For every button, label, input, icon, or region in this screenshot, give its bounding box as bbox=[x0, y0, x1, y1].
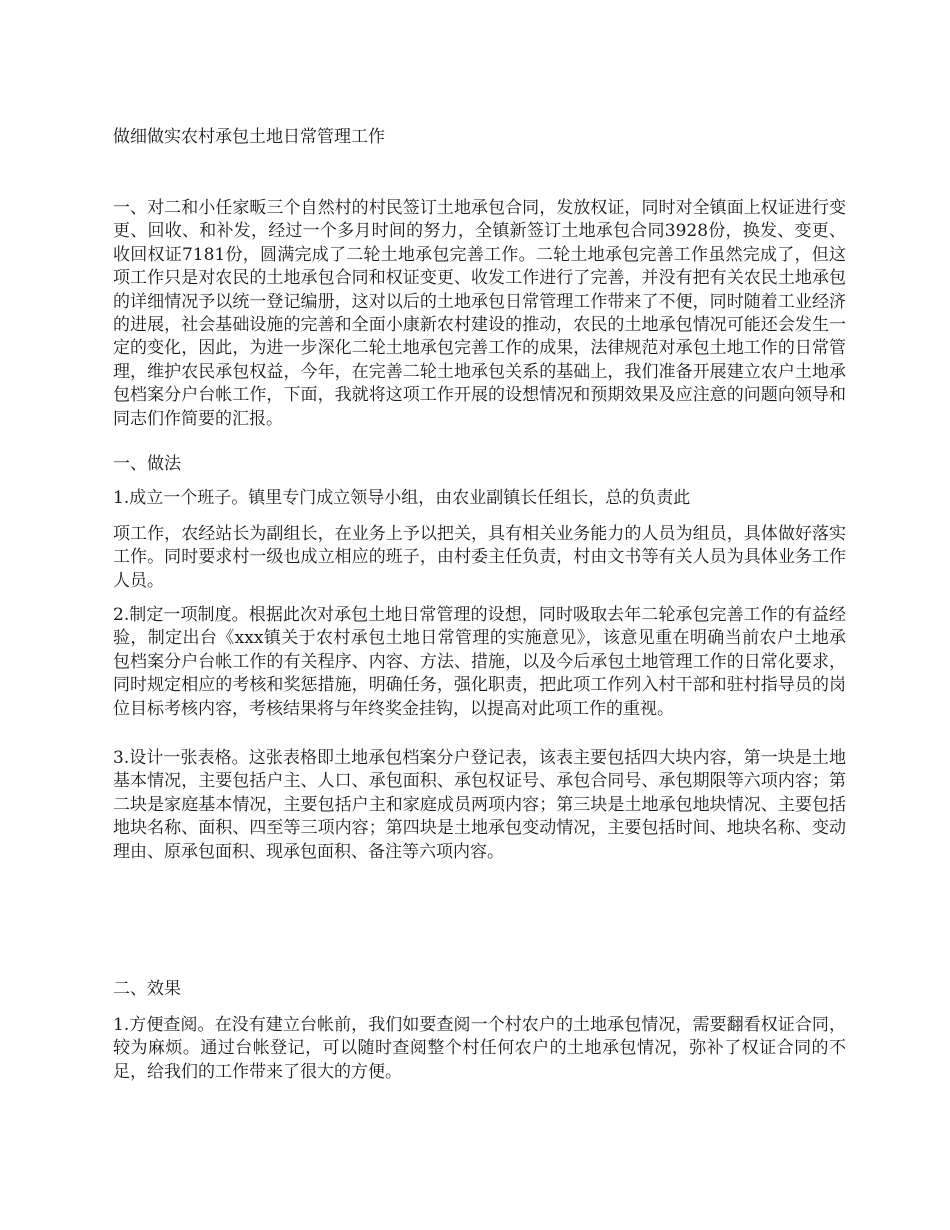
method-item-1-first-line: 1.成立一个班子。镇里专门成立领导小组，由农业副镇长任组长，总的负责此 bbox=[113, 488, 691, 508]
section-heading-methods: 一、做法 bbox=[113, 454, 181, 474]
document-title: 做细做实农村承包土地日常管理工作 bbox=[113, 127, 385, 147]
intro-paragraph: 一、对二和小任家畈三个自然村的村民签订土地承包合同，发放权证，同时对全镇面上权证进行变更、回收、和补发，经过一个多月时间的努力，全镇新签订土地承包合同3928份，换发、变更、收回权证7181份，圆满完成了二轮土地承包完善工作。二轮土地承包完善工作虽然完成了，但这项工作只是对农民的土地承包合同和权证变更、收发工作进行了完善，并没有把有关农民土地承包的详细情况予以统一登记编册，这对以后的土地承包日常管理工作带来了不便，同时随着工业经济的进展，社会基础设施的完善和全面小康新农村建设的推动，农民的土地承包情况可能还会发生一定的变化，因此，为进一步深化二轮土地承包完善工作的成果，法律规范对承包土地工作的日常管理，维护农民承包权益，今年，在完善二轮土地承包关系的基础上，我们准备开展建立农户土地承包档案分户台帐工作，下面，我就将这项工作开展的设想情况和预期效果及应注意的问题向领导和同志们作简要的汇报。 bbox=[113, 198, 846, 429]
method-item-1-continuation: 项工作，农经站长为副组长，在业务上予以把关，具有相关业务能力的人员为组员，具体做好落实工作。同时要求村一级也成立相应的班子，由村委主任负责，村由文书等有关人员为具体业务工作人员。 bbox=[113, 524, 846, 591]
effect-item-1: 1.方便查阅。在没有建立台帐前，我们如要查阅一个村农户的土地承包情况，需要翻看权证合同，较为麻烦。通过台帐登记，可以随时查阅整个村任何农户的土地承包情况，弥补了权证合同的不足，给我们的工作带来了很大的方便。 bbox=[113, 1015, 846, 1082]
method-item-2: 2.制定一项制度。根据此次对承包土地日常管理的设想，同时吸取去年二轮承包完善工作的有益经验，制定出台《xxx镇关于农村承包土地日常管理的实施意见》，该意见重在明确当前农户土地承包档案分户台帐工作的有关程序、内容、方法、措施，以及今后承包土地管理工作的日常化要求，同时规定相应的考核和奖惩措施，明确任务，强化职责，把此项工作列入村干部和驻村指导员的岗位目标考核内容，考核结果将与年终奖金挂钩，以提高对此项工作的重视。 bbox=[113, 605, 846, 719]
method-item-3: 3.设计一张表格。这张表格即土地承包档案分户登记表，该表主要包括四大块内容，第一块是土地基本情况，主要包括户主、人口、承包面积、承包权证号、承包合同号、承包期限等六项内容；第二块是家庭基本情况，主要包括户主和家庭成员两项内容；第三块是土地承包地块情况、主要包括地块名称、面积、四至等三项内容；第四块是土地承包变动情况，主要包括时间、地块名称、变动理由、原承包面积、现承包面积、备注等六项内容。 bbox=[113, 748, 846, 862]
section-heading-effects: 二、效果 bbox=[113, 979, 181, 999]
